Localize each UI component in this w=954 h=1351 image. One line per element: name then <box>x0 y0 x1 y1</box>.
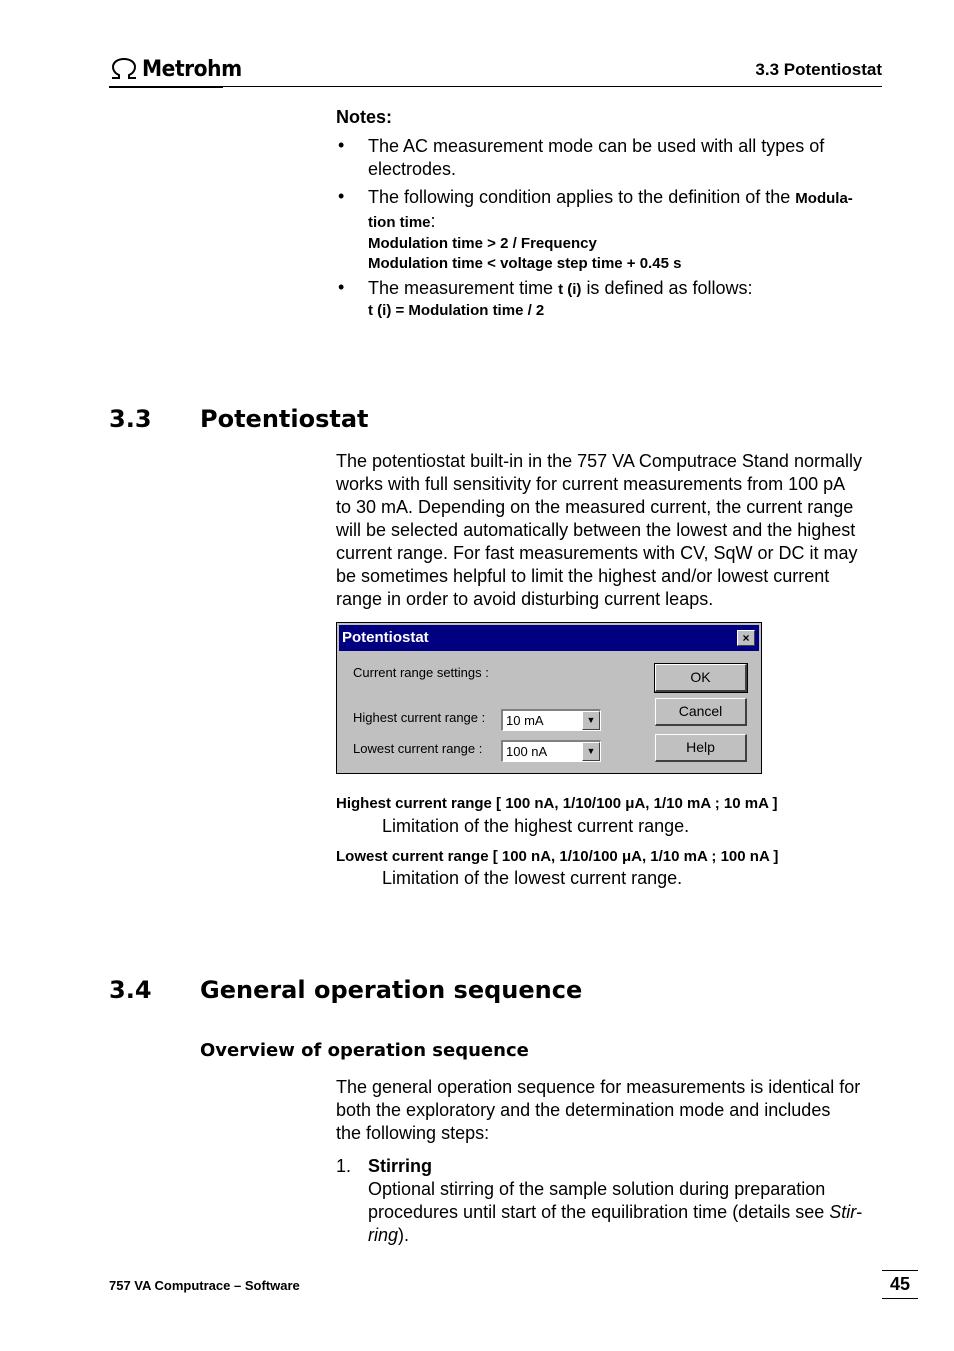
chevron-down-icon[interactable]: ▼ <box>582 711 600 730</box>
lowest-current-range-label: Lowest current range : <box>353 741 483 756</box>
header-rule-accent <box>109 87 223 88</box>
note-bullet-3 <box>368 277 883 321</box>
paragraph-line: The general operation sequence for measurements is identical for <box>336 1077 861 1097</box>
notes-title: Notes: <box>336 107 393 127</box>
paragraph-line: current range. For fast measurements with CV, SqW or DC it may <box>336 543 858 563</box>
note-1-line-1: The AC measurement mode can be used with all types of <box>368 136 825 156</box>
metrohm-logo <box>109 55 250 83</box>
formula-modulation-2: Modulation time < voltage step time + 0.45 s <box>368 255 682 272</box>
formula-measurement-time: t (i) = Modulation time / 2 <box>368 302 545 319</box>
highest-range-param-heading: Highest current range [ 100 nA, 1/10/100 μA, 1/10 mA ; 10 mA ] <box>336 795 778 812</box>
note-3-bold: t (i) <box>558 281 582 298</box>
paragraph-line: to 30 mA. Depending on the measured current, the current range <box>336 497 854 517</box>
note-3-text-a: The measurement time <box>368 278 554 298</box>
note-2-bold-b: tion time <box>368 214 431 231</box>
paragraph-line: be sometimes helpful to limit the highest and/or lowest current <box>336 566 830 586</box>
dialog-title-bar <box>339 625 759 651</box>
lowest-range-param-desc: Limitation of the lowest current range. <box>382 868 683 888</box>
section-3-4-title: General operation sequence <box>200 976 583 1004</box>
note-2-colon: : <box>430 211 436 231</box>
paragraph-line: range in order to avoid disturbing current leaps. <box>336 589 714 609</box>
operation-paragraph <box>336 1076 896 1145</box>
overview-subheading: Overview of operation sequence <box>200 1040 529 1061</box>
note-2-text: The following condition applies to the definition of the <box>368 187 791 207</box>
paragraph-line: both the exploratory and the determination mode and includes <box>336 1100 831 1120</box>
bullet-dot: • <box>338 277 345 297</box>
paragraph-line: The potentiostat built-in in the 757 VA Computrace Stand normally <box>336 451 862 471</box>
header-rule <box>109 86 882 87</box>
bullet-dot: • <box>338 135 345 155</box>
logo-text: Metrohm <box>142 56 242 82</box>
highest-current-range-label: Highest current range : <box>353 710 486 725</box>
page-number: 45 <box>882 1270 918 1299</box>
ok-button[interactable]: OK <box>655 664 747 692</box>
cancel-button[interactable]: Cancel <box>655 698 747 726</box>
stirring-link-b: ring <box>368 1225 399 1245</box>
step-1-line-2: procedures until start of the equilibration time (details see <box>368 1202 825 1222</box>
highest-current-range-value: 10 mA <box>506 713 544 728</box>
note-bullet-1 <box>368 135 883 181</box>
section-3-3-title: Potentiostat <box>200 405 369 433</box>
step-1-line-1: Optional stirring of the sample solution during preparation <box>368 1179 826 1199</box>
step-1 <box>368 1155 898 1247</box>
formula-modulation-1: Modulation time > 2 / Frequency <box>368 235 597 252</box>
note-2-bold-a: Modula- <box>795 190 853 207</box>
lowest-current-range-select[interactable] <box>501 740 601 762</box>
potentiostat-dialog <box>336 622 762 774</box>
section-3-4-number: 3.4 <box>109 976 152 1004</box>
chevron-down-icon[interactable]: ▼ <box>582 742 600 761</box>
footer-document-title: 757 VA Computrace – Software <box>109 1278 300 1293</box>
highest-range-param-desc: Limitation of the highest current range. <box>382 816 690 836</box>
lowest-current-range-value: 100 nA <box>506 744 548 759</box>
lowest-range-param-heading: Lowest current range [ 100 nA, 1/10/100 μA, 1/10 mA ; 100 nA ] <box>336 848 779 865</box>
note-3-text-b: is defined as follows: <box>586 278 753 298</box>
section-3-3-number: 3.3 <box>109 405 152 433</box>
note-1-line-2: electrodes. <box>368 159 457 179</box>
potentiostat-paragraph <box>336 450 896 611</box>
current-range-settings-label: Current range settings : <box>353 665 489 680</box>
help-button[interactable]: Help <box>655 734 747 762</box>
step-1-title: Stirring <box>368 1156 433 1176</box>
paragraph-line: the following steps: <box>336 1123 490 1143</box>
highest-current-range-select[interactable] <box>501 709 601 731</box>
note-bullet-2 <box>368 186 883 274</box>
paragraph-line: will be selected automatically between the lowest and the highest <box>336 520 856 540</box>
step-1-end: ). <box>398 1225 410 1245</box>
paragraph-line: works with full sensitivity for current measurements from 100 pA <box>336 474 846 494</box>
stirring-link-a: Stir- <box>829 1202 862 1222</box>
close-icon[interactable]: × <box>737 630 755 646</box>
step-1-number: 1. <box>336 1156 352 1176</box>
omega-icon <box>109 57 139 81</box>
dialog-title: Potentiostat <box>342 629 429 646</box>
header-section-title: 3.3 Potentiostat <box>755 60 882 79</box>
bullet-dot: • <box>338 186 345 206</box>
